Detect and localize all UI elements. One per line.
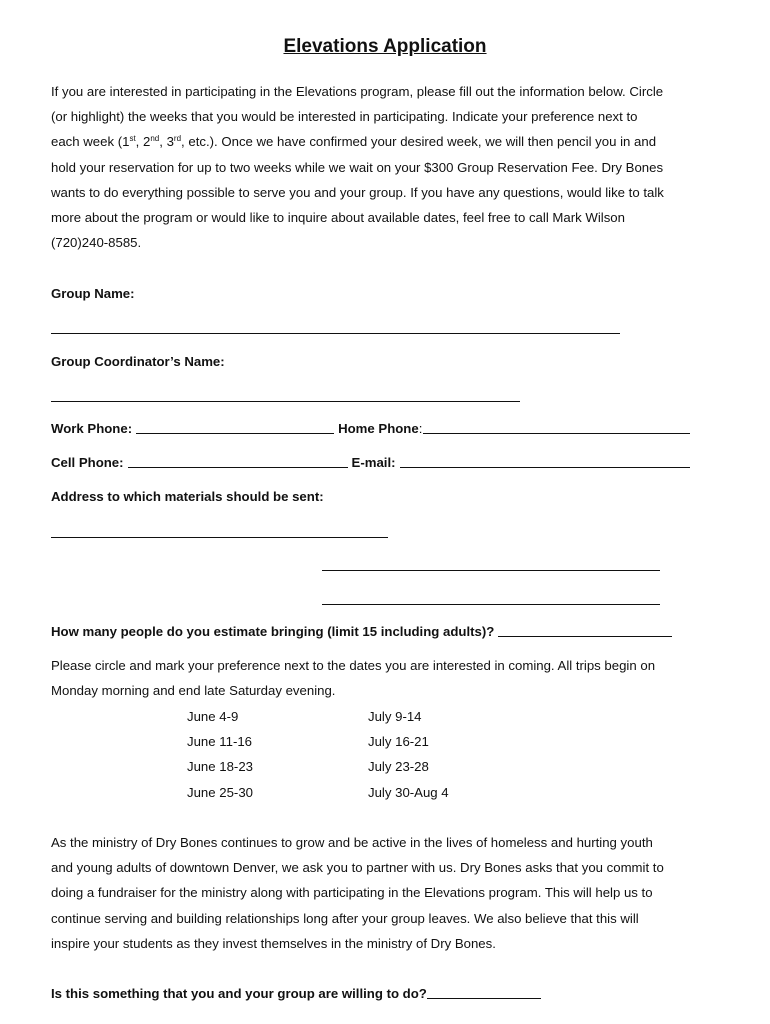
email-field[interactable] xyxy=(400,455,690,468)
ministry-line-5: inspire your students as they invest themselves in the ministry of Dry Bones. xyxy=(51,935,496,951)
week-july-4[interactable]: July 30-Aug 4 xyxy=(368,785,449,800)
ministry-line-3: doing a fundraiser for the ministry along with participating in the Elevations program. This will help us to xyxy=(51,885,653,901)
intro-line-2: (or highlight) the weeks that you would be interested in participating. Indicate your preference next to xyxy=(51,109,638,125)
dates-intro-line-2: Monday morning and end late Saturday evening. xyxy=(51,683,336,699)
group-name-label: Group Name: xyxy=(51,286,135,301)
intro-line-4: hold your reservation for up to two weeks while we wait on your $300 Group Reservation Fee. Dry Bones xyxy=(51,159,664,175)
willing-label: Is this something that you and your group are willing to do? xyxy=(51,986,427,1001)
work-phone-label: Work Phone: xyxy=(51,421,133,436)
email-label: E-mail: xyxy=(351,455,396,470)
willing-answer-field[interactable] xyxy=(427,986,541,999)
intro-line-7: (720)240-8585. xyxy=(51,235,142,251)
intro-line-6: more about the program or would like to inquire about available dates, feel free to call Mark Wilson xyxy=(51,210,625,226)
people-label: How many people do you estimate bringing (limit 15 including adults)? xyxy=(51,624,495,639)
willing-row xyxy=(51,986,545,1001)
phone-row: Work Phone: Home Phone : xyxy=(51,421,694,436)
address-label: Address to which materials should be sent: xyxy=(51,489,324,504)
ministry-line-2: and young adults of downtown Denver, we ask you to partner with us. Dry Bones asks that you commit to xyxy=(51,860,664,876)
people-count-field[interactable] xyxy=(498,624,672,637)
work-phone-field[interactable] xyxy=(136,421,334,434)
week-june-2[interactable]: June 11-16 xyxy=(187,734,253,749)
coordinator-field[interactable] xyxy=(51,401,520,402)
ministry-line-4: continue serving and building relationships long after your group leaves. We also believe that this will xyxy=(51,910,639,926)
home-phone-field[interactable] xyxy=(423,421,690,434)
intro-line-1: If you are interested in participating in the Elevations program, please fill out the information below. Circle xyxy=(51,84,664,99)
week-july-3[interactable]: July 23-28 xyxy=(368,759,429,774)
week-july-2[interactable]: July 16-21 xyxy=(368,734,429,749)
intro-line-5: wants to do everything possible to serve you and your group. If you have any questions, would like to talk xyxy=(51,184,664,200)
cell-phone-label: Cell Phone: xyxy=(51,455,124,470)
week-july-1[interactable]: July 9-14 xyxy=(368,709,422,724)
week-june-4[interactable]: June 25-30 xyxy=(187,785,253,800)
home-phone-label: Home Phone xyxy=(338,421,419,436)
address-line-3[interactable] xyxy=(322,604,660,605)
contact-row xyxy=(51,455,694,470)
group-name-field[interactable] xyxy=(51,333,620,334)
intro-paragraph xyxy=(51,79,711,255)
ministry-paragraph xyxy=(51,830,711,956)
ministry-line-1: As the ministry of Dry Bones continues to grow and be active in the lives of homeless and hurting youth xyxy=(51,835,653,850)
address-line-1[interactable] xyxy=(51,537,388,538)
cell-phone-field[interactable] xyxy=(128,455,348,468)
dates-intro-line-1: Please circle and mark your preference next to the dates you are interested in coming. All trips begin on xyxy=(51,658,656,673)
week-june-1[interactable]: June 4-9 xyxy=(187,709,239,724)
intro-line-3: each week (1st, 2nd, 3rd, etc.). Once we have confirmed your desired week, we will then pencil you in and xyxy=(51,134,657,150)
week-june-3[interactable]: June 18-23 xyxy=(187,759,253,774)
coordinator-label: Group Coordinator’s Name: xyxy=(51,354,225,369)
address-line-2[interactable] xyxy=(322,570,660,571)
people-row xyxy=(51,624,676,639)
page-title: Elevations Application xyxy=(283,36,487,57)
dates-intro-paragraph xyxy=(51,653,711,703)
